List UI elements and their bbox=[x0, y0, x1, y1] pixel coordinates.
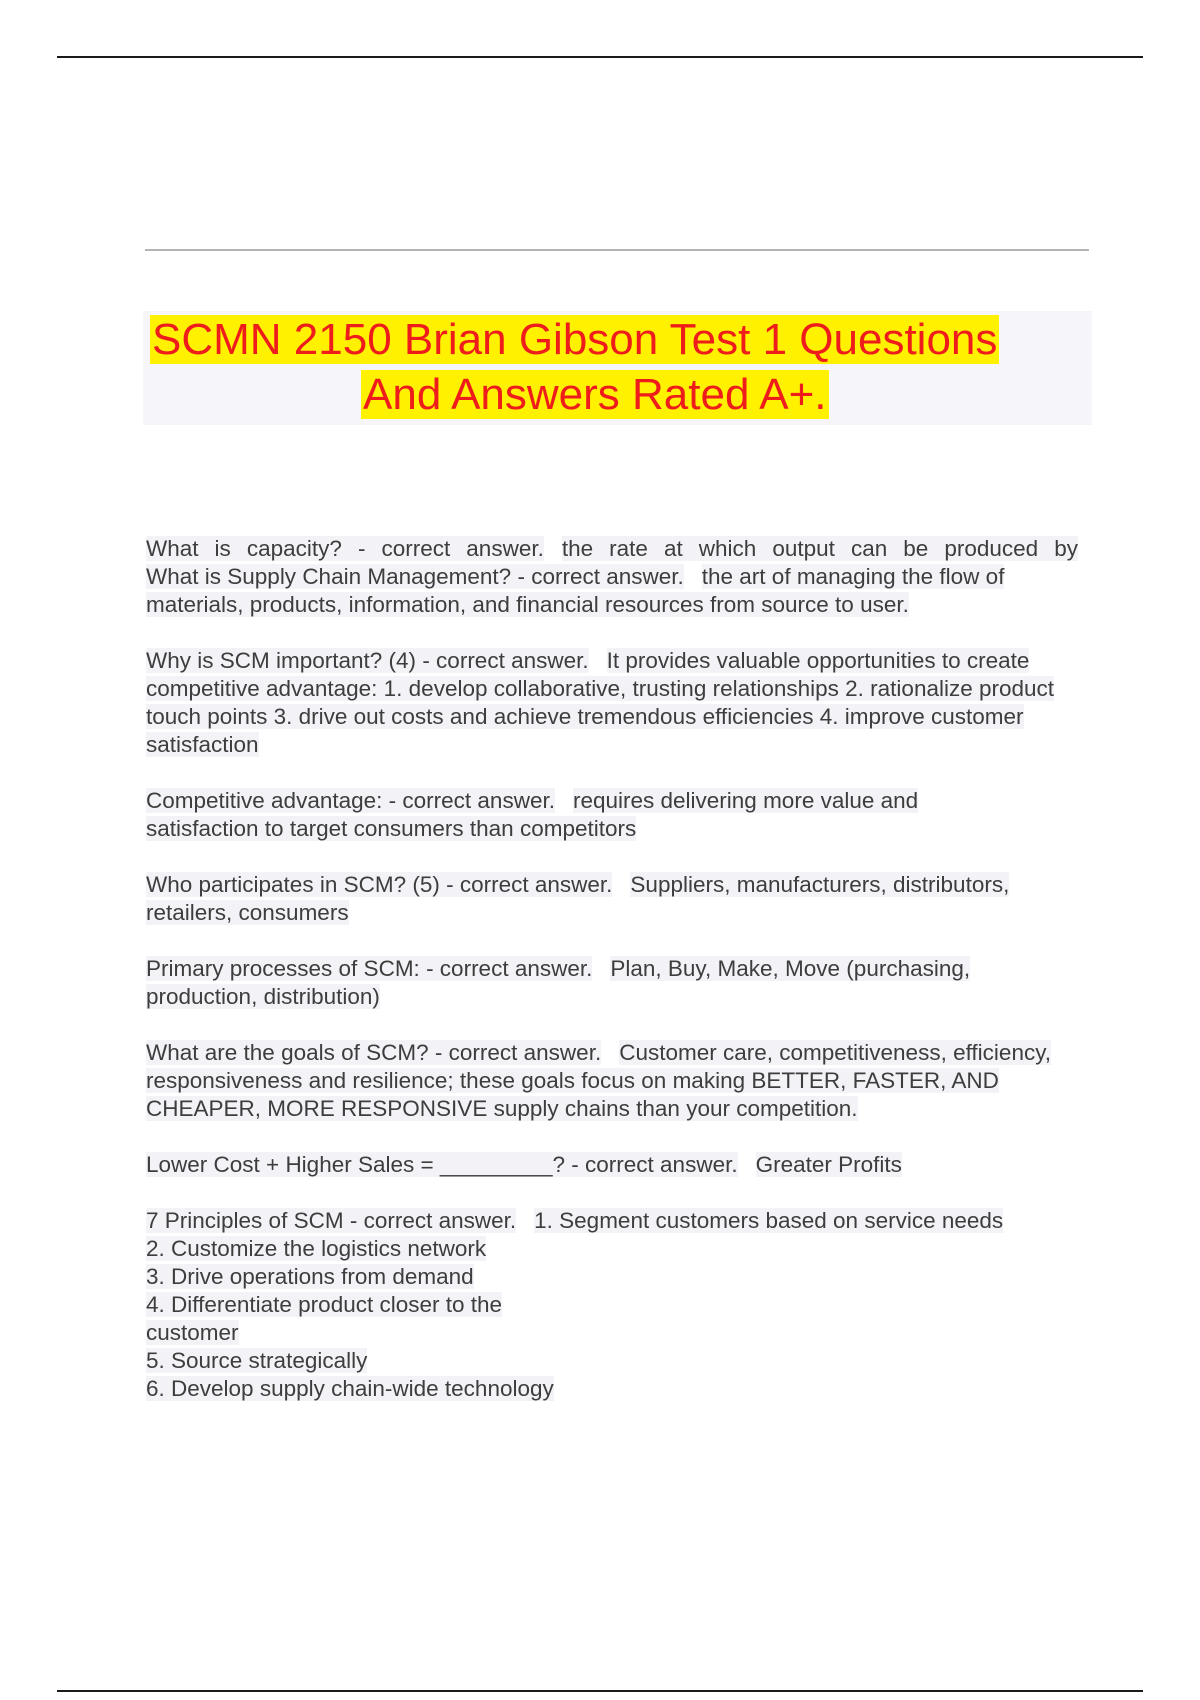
qa-answer: Customer care, competitiveness, efficiency, responsiveness and resilience; these goals focus on making BETTER, FASTER, AND CHEAPER, MORE RESPONSIVE supply chains than your competition. bbox=[146, 1040, 1052, 1121]
qa-answer: Suppliers, manufacturers, distributors, retailers, consumers bbox=[146, 872, 1010, 925]
document-title-line-2 bbox=[361, 368, 829, 422]
qa-item bbox=[146, 955, 1078, 1011]
qa-question: 7 Principles of SCM bbox=[146, 1208, 344, 1233]
principle-text: 6. Develop supply chain-wide technology bbox=[146, 1376, 554, 1401]
title-text-1: SCMN 2150 Brian Gibson Test 1 Questions bbox=[152, 315, 998, 364]
qa-item bbox=[146, 647, 1078, 759]
qa-question: What are the goals of SCM? bbox=[146, 1040, 429, 1065]
qa-question: Lower Cost + Higher Sales = _________? bbox=[146, 1152, 566, 1177]
header-divider bbox=[145, 249, 1089, 251]
qa-answer: the art of managing the flow of materials, products, information, and financial resources from source to user. bbox=[146, 564, 1005, 617]
bottom-border-rule bbox=[57, 1690, 1143, 1692]
qa-separator: - correct answer. bbox=[341, 536, 544, 561]
qa-separator: - correct answer. bbox=[565, 1152, 738, 1177]
qa-answer: the rate at which output can be produced by bbox=[561, 536, 1078, 561]
qa-item bbox=[146, 871, 1078, 927]
list-item bbox=[146, 1319, 1078, 1347]
qa-item bbox=[146, 1039, 1078, 1123]
qa-separator: - correct answer. bbox=[419, 956, 593, 981]
principle-text: 5. Source strategically bbox=[146, 1348, 368, 1373]
qa-question: Why is SCM important? (4) bbox=[146, 648, 417, 673]
document-title-line-1 bbox=[150, 313, 999, 367]
list-item bbox=[146, 1235, 1078, 1263]
qa-question: Primary processes of SCM: bbox=[146, 956, 420, 981]
qa-separator: - correct answer. bbox=[343, 1208, 517, 1233]
qa-question: What is capacity? bbox=[146, 536, 342, 561]
qa-content bbox=[146, 535, 1078, 1403]
qa-separator: - correct answer. bbox=[439, 872, 613, 897]
qa-separator: - correct answer. bbox=[428, 1040, 602, 1065]
principle-text: 2. Customize the logistics network bbox=[146, 1236, 487, 1261]
qa-question: What is Supply Chain Management? bbox=[146, 564, 512, 589]
qa-question: Who participates in SCM? (5) bbox=[146, 872, 440, 897]
qa-item bbox=[146, 563, 1078, 619]
title-text-2: And Answers Rated A+. bbox=[363, 370, 827, 419]
qa-item bbox=[146, 787, 1078, 843]
qa-item bbox=[146, 1151, 1078, 1179]
qa-answer: Greater Profits bbox=[755, 1152, 902, 1177]
qa-question: Competitive advantage: bbox=[146, 788, 383, 813]
qa-separator: - correct answer. bbox=[382, 788, 555, 813]
principle-text: 4. Differentiate product closer to the bbox=[146, 1292, 503, 1317]
qa-separator: - correct answer. bbox=[416, 648, 589, 673]
qa-answer: Plan, Buy, Make, Move (purchasing, production, distribution) bbox=[146, 956, 971, 1009]
principle-text: customer bbox=[146, 1320, 239, 1345]
qa-item bbox=[146, 535, 1078, 563]
principle-text: 3. Drive operations from demand bbox=[146, 1264, 474, 1289]
qa-answer: requires delivering more value and satisfaction to target consumers than competitors bbox=[146, 788, 919, 841]
list-item bbox=[146, 1375, 1078, 1403]
qa-answer: It provides valuable opportunities to create competitive advantage: 1. develop collaborative, trusting relationships 2. rationalize product touch points 3. drive out costs and achieve tremendous efficiencies 4. improve customer satisfaction bbox=[146, 648, 1055, 757]
qa-answer: 1. Segment customers based on service needs bbox=[534, 1208, 1004, 1233]
top-border-rule bbox=[57, 56, 1143, 58]
list-item bbox=[146, 1291, 1078, 1319]
list-item bbox=[146, 1263, 1078, 1291]
list-item bbox=[146, 1347, 1078, 1375]
qa-separator: - correct answer. bbox=[511, 564, 684, 589]
qa-item bbox=[146, 1207, 1006, 1235]
